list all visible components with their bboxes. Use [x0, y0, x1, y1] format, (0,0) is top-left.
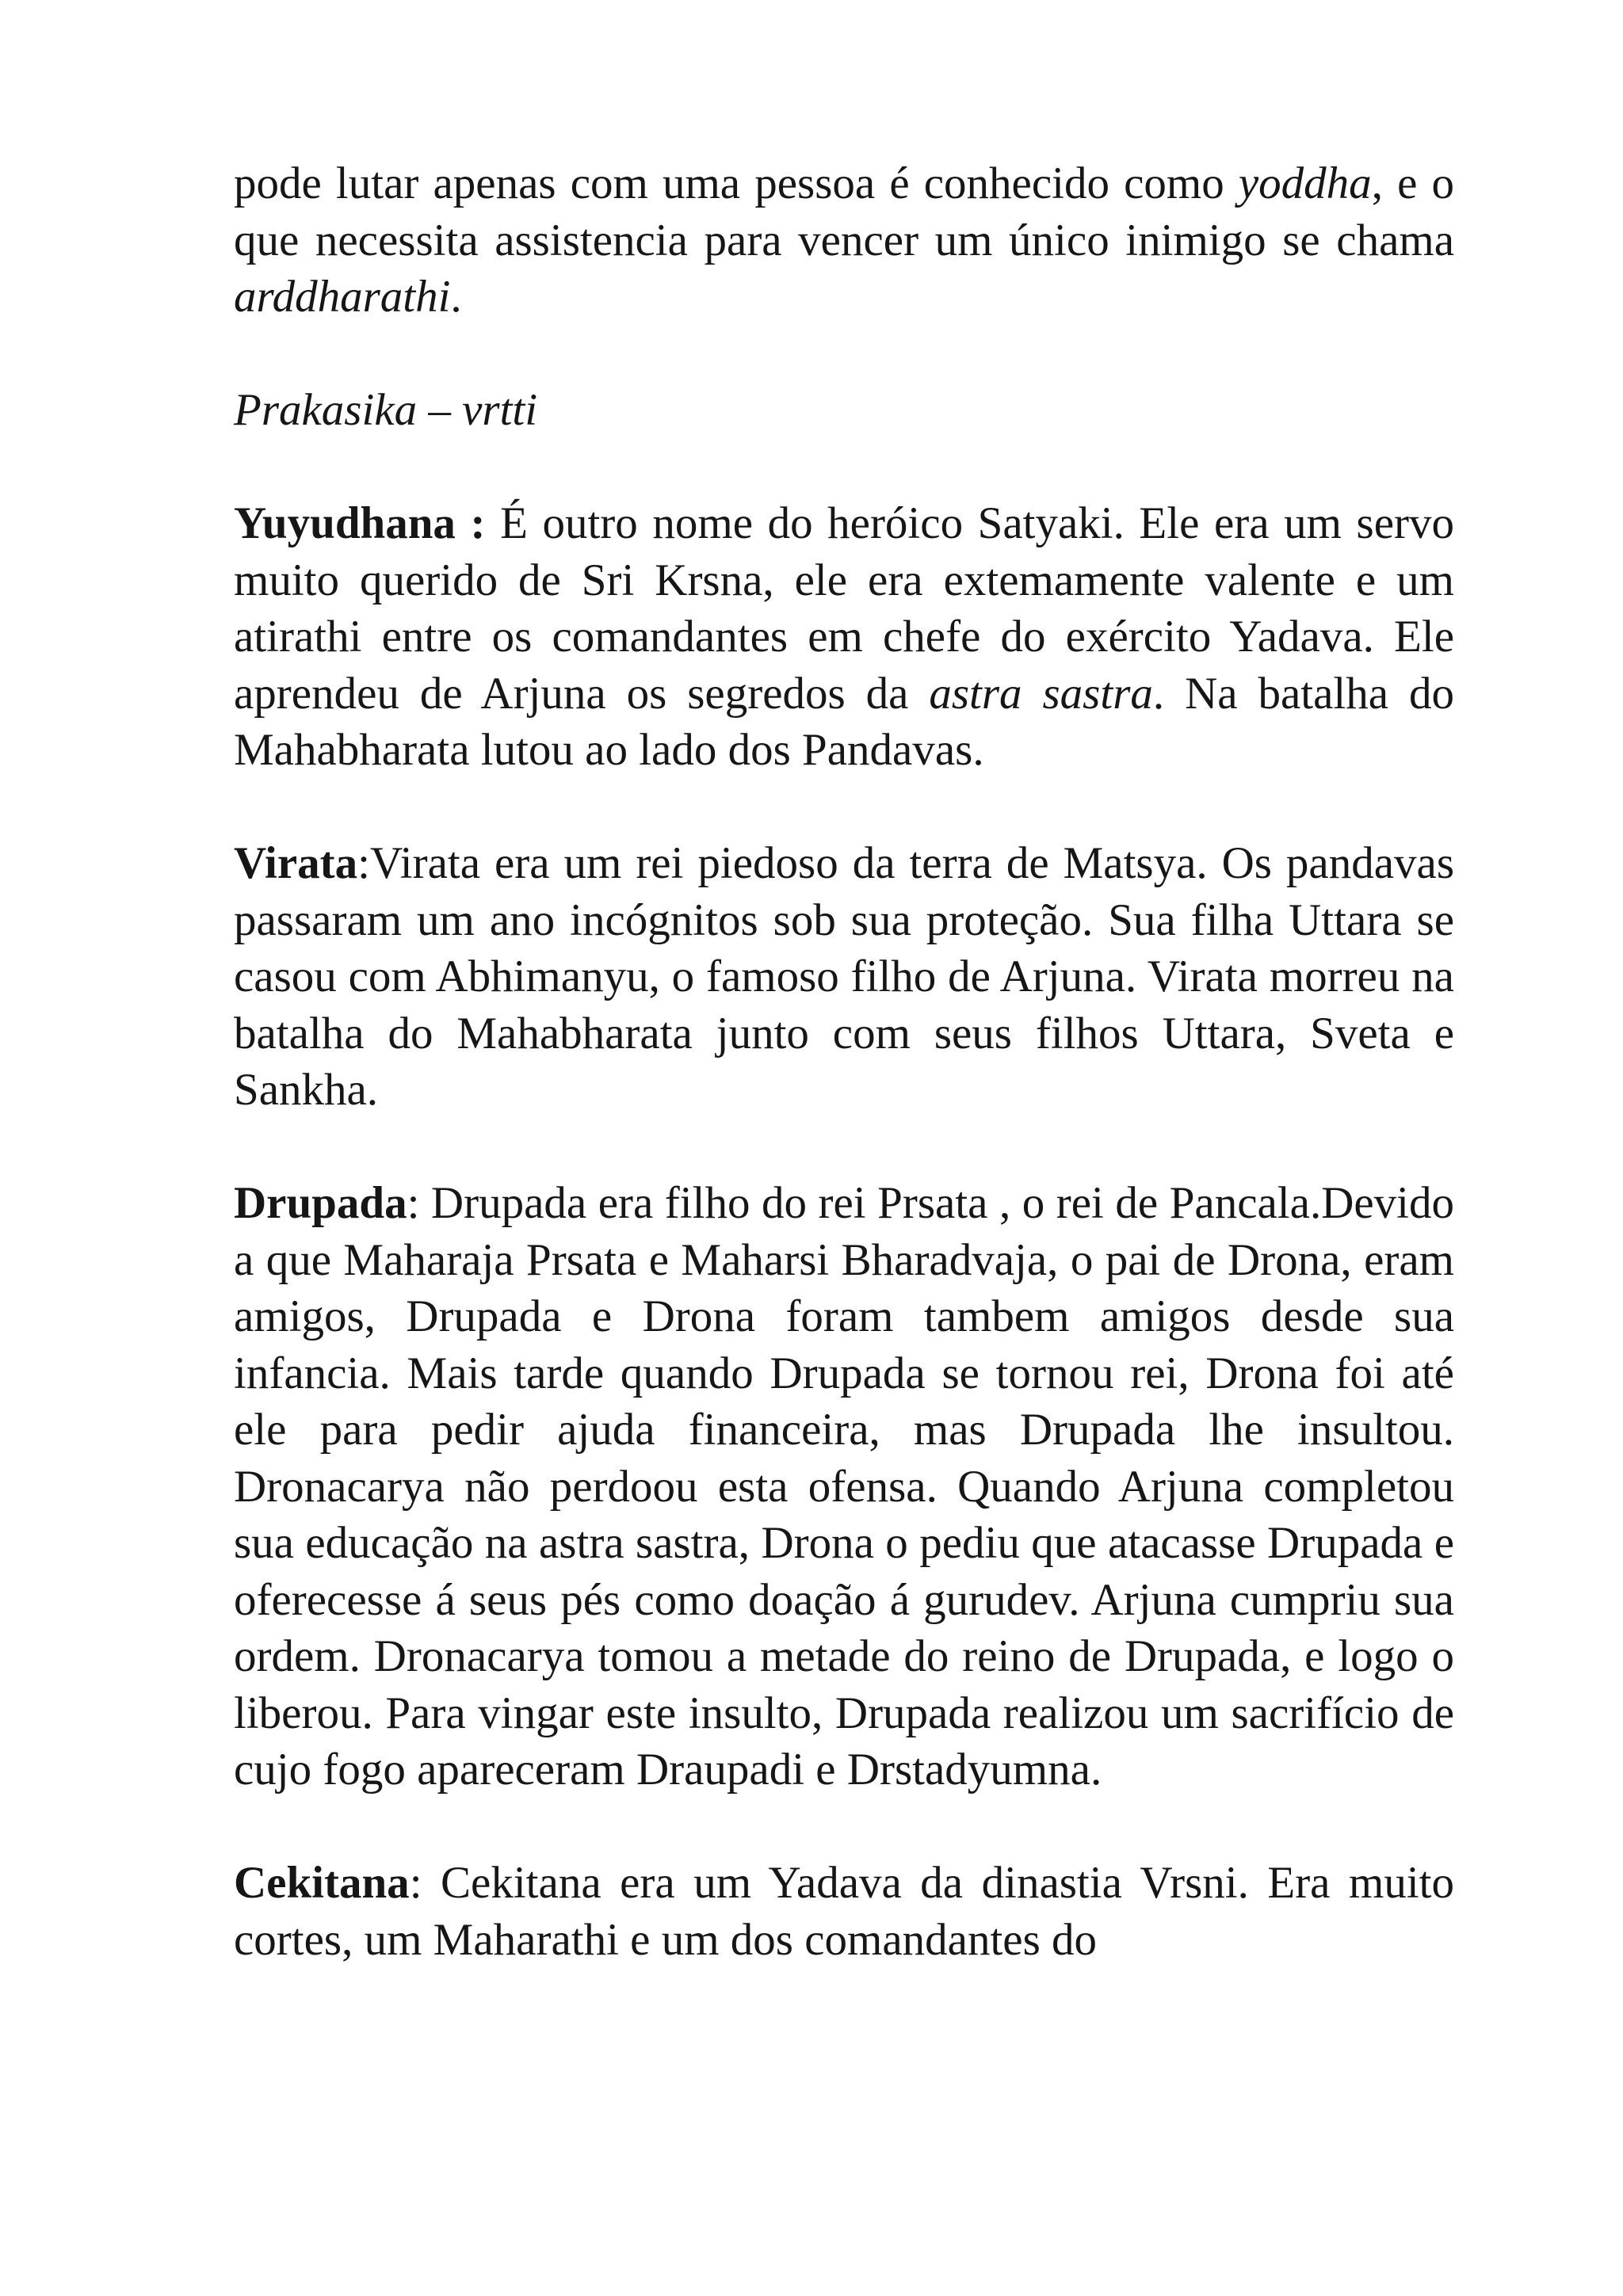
italic-term-arddharathi: arddharathi: [234, 272, 451, 322]
page-text-body: [234, 155, 1454, 1968]
entry-term-virata: Virata: [234, 838, 358, 888]
paragraph-yuyudhana: [234, 495, 1454, 779]
entry-term-cekitana: Cekitana: [234, 1858, 410, 1908]
paragraph-virata: [234, 835, 1454, 1119]
italic-term-astra-sastra: astra sastra: [929, 668, 1153, 719]
text-run: É outro nome do heróico Satyaki. Ele era um servo muito querido de Sri Krsna, ele era extemamente valente e um atirathi entre os comandantes em chefe do exército Yadava. Ele aprendeu de Arjuna os segredos da: [234, 498, 1454, 719]
text-run: . Na batalha do Mahabharata lutou ao lado dos Pandavas.: [234, 668, 1454, 775]
entry-term-drupada: Drupada: [234, 1178, 407, 1228]
entry-term-yuyudhana: Yuyudhana :: [234, 498, 486, 548]
section-heading-prakasika-vrtti: [234, 382, 1454, 439]
paragraph-opening: [234, 155, 1454, 326]
text-run: , e o que necessita assistencia para vencer um único inimigo se chama: [234, 158, 1454, 265]
text-run: : Drupada era filho do rei Prsata , o rei de Pancala.Devido a que Maharaja Prsata e Maharsi Bharadvaja, o pai de Drona, eram amigos, Drupada e Drona foram tambem amigos desde sua infancia. Mais tarde quando Drupada se tornou rei, Drona foi até ele para pedir ajuda financeira, mas Drupada lhe insultou. Dronacarya não perdoou esta ofensa. Quando Arjuna completou sua educação na astra sastra, Drona o pediu que atacasse Drupada e oferecesse á seus pés como doação á gurudev. Arjuna cumpriu sua ordem. Dronacarya tomou a metade do reino de Drupada, e logo o liberou. Para vingar este insulto, Drupada realizou um sacrifício de cujo fogo apareceram Draupadi e Drstadyumna.: [234, 1178, 1454, 1794]
paragraph-cekitana: [234, 1855, 1454, 1968]
text-run: :Virata era um rei piedoso da terra de Matsya. Os pandavas passaram um ano incógnitos sob sua proteção. Sua filha Uttara se casou com Abhimanyu, o famoso filho de Arjuna. Virata morreu na batalha do Mahabharata junto com seus filhos Uttara, Sveta e Sankha.: [234, 838, 1454, 1115]
paragraph-drupada: [234, 1175, 1454, 1798]
italic-term-yoddha: yoddha: [1238, 158, 1372, 208]
text-run: .: [450, 272, 462, 322]
section-heading-text: Prakasika – vrtti: [234, 385, 538, 435]
text-run: pode lutar apenas com uma pessoa é conhecido como: [234, 158, 1239, 208]
text-run: : Cekitana era um Yadava da dinastia Vrsni. Era muito cortes, um Maharathi e um dos comandantes do: [234, 1858, 1454, 1965]
